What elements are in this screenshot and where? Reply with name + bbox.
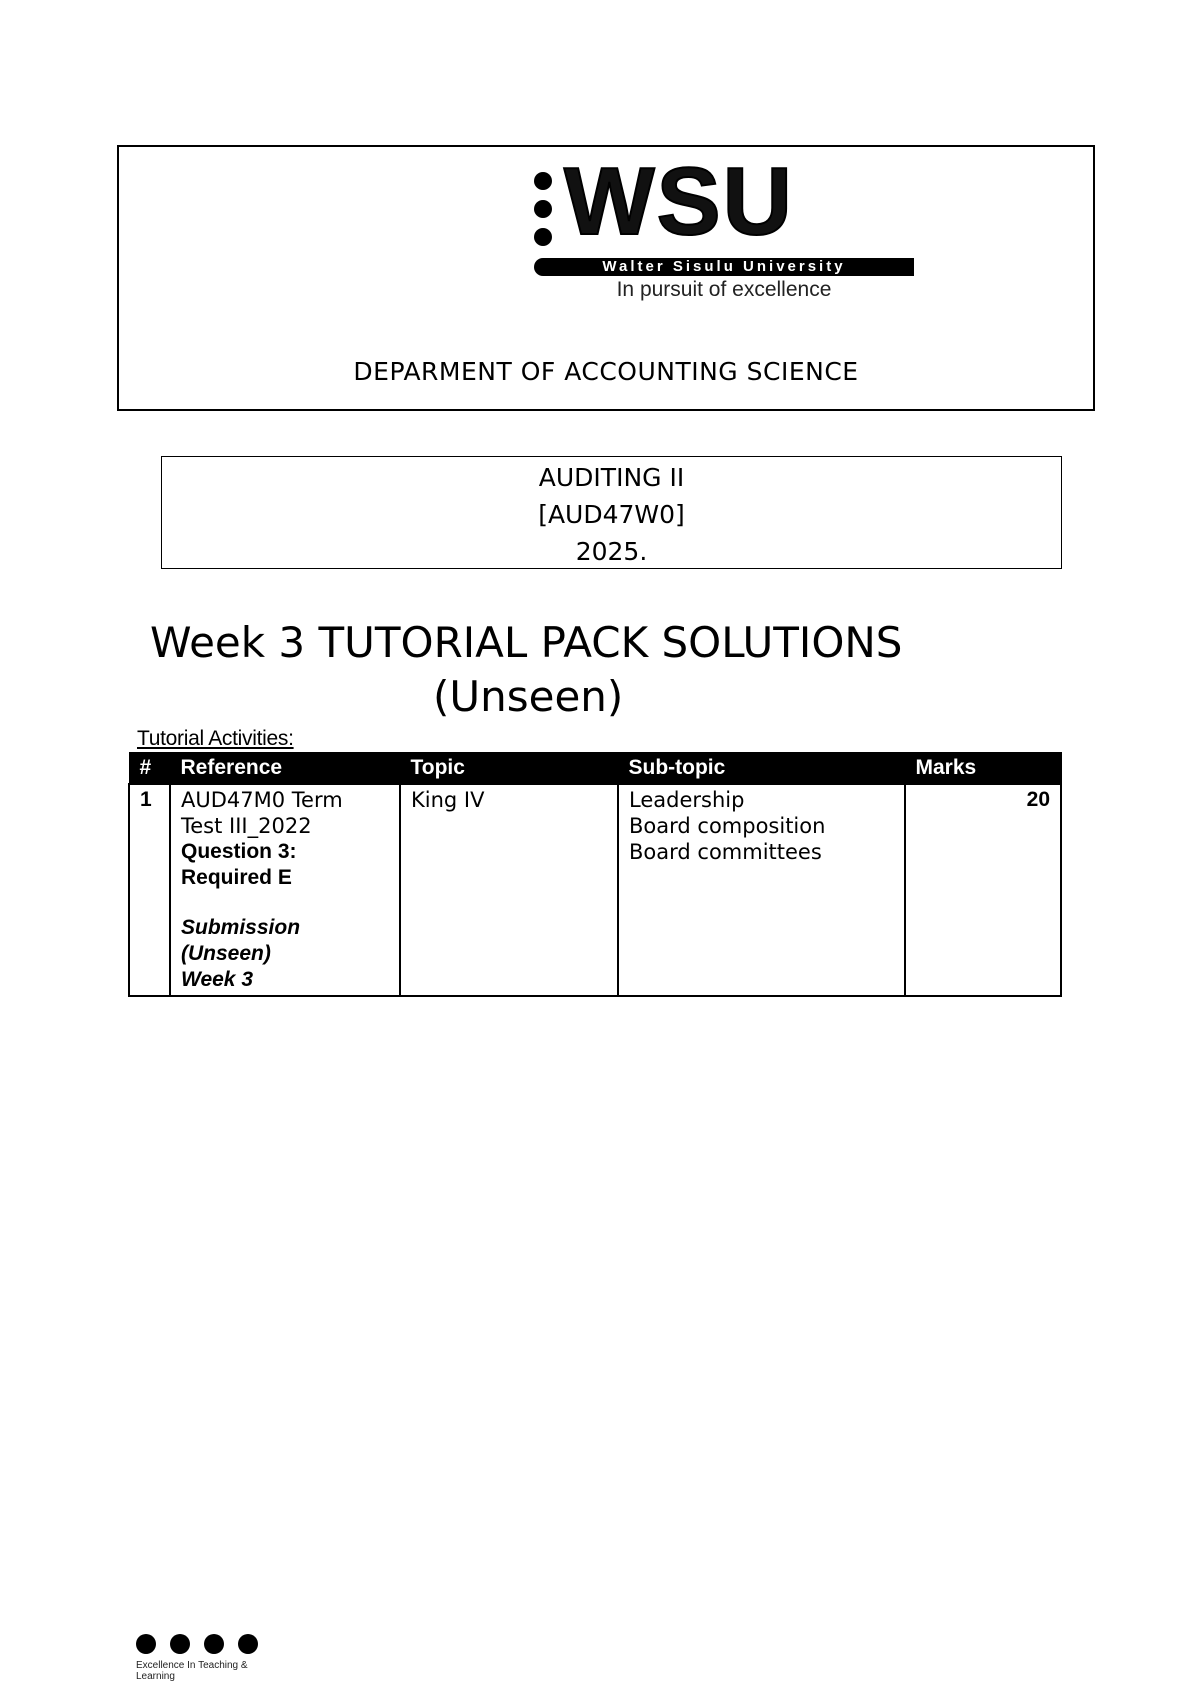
reference-text: Test III_2022 [181,814,312,838]
logo-letters: WSU [564,148,794,255]
footer-tagline: Excellence In Teaching & Learning [136,1660,248,1682]
subtopic-item: Board committees [629,840,822,864]
column-header: Reference [170,753,400,785]
university-name: Walter Sisulu University [534,258,914,276]
university-motto: In pursuit of excellence [616,278,832,301]
page-subtitle: (Unseen) [433,672,624,721]
submission-note: Submission [181,916,301,939]
activities-table [128,752,1062,997]
subtopic-item: Board composition [629,814,826,838]
column-header: Sub-topic [618,753,905,785]
row-number: 1 [129,784,170,996]
department-name: DEPARMENT OF ACCOUNTING SCIENCE [353,357,859,386]
reference-text: AUD47M0 Term [181,788,343,812]
section-label: Tutorial Activities: [137,727,294,750]
subtopic-item: Leadership [629,788,745,812]
wsu-logo [534,148,914,301]
marks-cell: 20 [905,784,1061,996]
course-year: 2025. [575,537,648,566]
submission-note: Week 3 [181,968,253,991]
table-row [129,784,1061,996]
reference-required: Required E [181,866,292,889]
header-box [117,145,1095,411]
table-header-row [129,753,1061,785]
reference-cell [170,784,400,996]
course-code: [AUD47W0] [538,500,685,529]
course-name: AUDITING II [538,463,685,492]
submission-note: (Unseen) [181,942,271,965]
course-box [161,456,1062,569]
column-header: Topic [400,753,618,785]
footer-logo [136,1634,286,1682]
logo-dots [534,172,558,256]
page-title: Week 3 TUTORIAL PACK SOLUTIONS [150,618,903,667]
subtopic-cell [618,784,905,996]
footer-dots [136,1634,286,1658]
reference-question: Question 3: [181,840,297,863]
topic-cell: King IV [400,784,618,996]
column-header: Marks [905,753,1061,785]
column-header: # [129,753,170,785]
